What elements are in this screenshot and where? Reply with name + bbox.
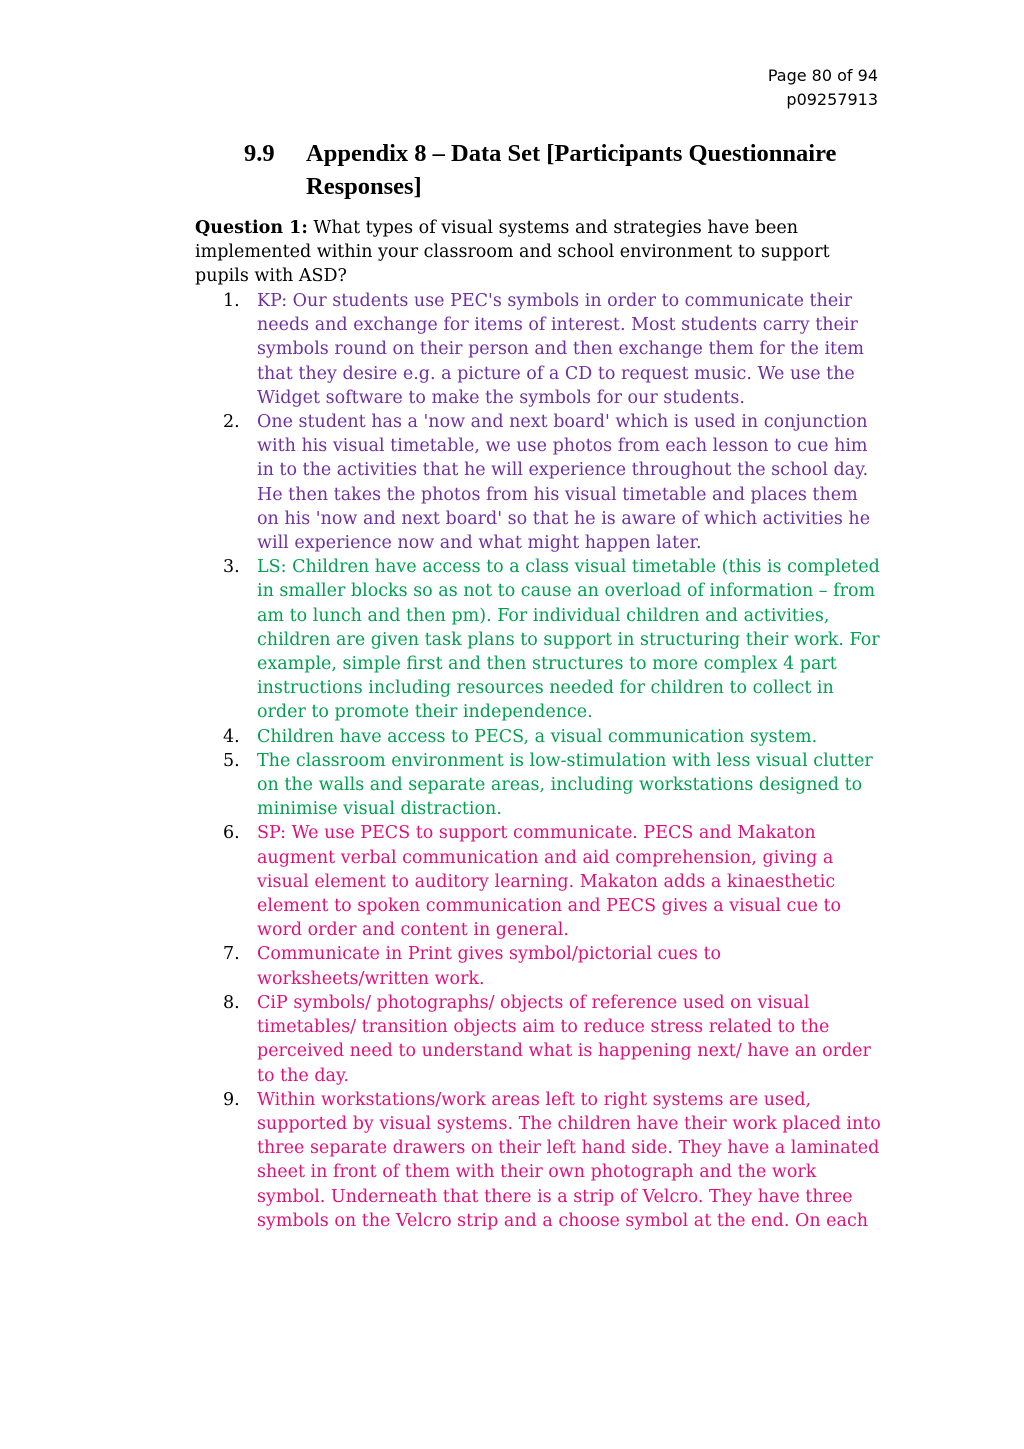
- answer-text: Children have access to PECS, a visual communication system.: [257, 726, 818, 747]
- answer-item: [195, 725, 885, 749]
- answer-text: KP: Our students use PEC's symbols in order to communicate their needs and exchange for items of interest. Most students carry their symbols round on their person and then exchange them for the item that they desire e.g. a picture of a CD to request music. We use the Widget software to make the symbols for our students.: [257, 291, 865, 408]
- section-heading: [244, 137, 884, 203]
- answer-text: Communicate in Print gives symbol/pictorial cues to worksheets/written work.: [257, 944, 722, 989]
- answer-item: [195, 821, 885, 942]
- answer-item: [195, 1088, 885, 1233]
- answer-text: CiP symbols/ photographs/ objects of reference used on visual timetables/ transition objects aim to reduce stress related to the perceived need to understand what is happening next/ have an order to the day.: [257, 992, 871, 1086]
- answer-item: [195, 410, 885, 555]
- answer-item: [195, 991, 885, 1088]
- answer-number: 3.: [223, 557, 240, 578]
- section-title: Appendix 8 – Data Set [Participants Questionnaire Responses]: [306, 140, 837, 200]
- answer-text: The classroom environment is low-stimulation with less visual clutter on the walls and separate areas, including workstations designed to minimise visual distraction.: [257, 750, 873, 820]
- answer-number: 8.: [223, 992, 240, 1013]
- answer-number: 5.: [223, 750, 240, 771]
- answer-number: 6.: [223, 823, 240, 844]
- document-id: p09257913: [786, 90, 878, 109]
- answer-number: 7.: [223, 944, 240, 965]
- answer-item: [195, 289, 885, 410]
- answer-item: [195, 749, 885, 822]
- answer-number: 1.: [223, 291, 240, 311]
- answer-text: One student has a 'now and next board' which is used in conjunction with his visual timetable, we use photos from each lesson to cue him in to the activities that he will experience throughout the school day. He then takes the photos from his visual timetable and places them on his 'now and next board' so that he is aware of which activities he will experience now and what might happen later.: [257, 412, 871, 554]
- question-paragraph: [195, 216, 885, 289]
- answer-number: 9.: [223, 1089, 240, 1110]
- answer-list: [195, 289, 885, 1233]
- page-number-label: Page 80 of 94: [767, 66, 878, 85]
- page-header: [768, 64, 878, 112]
- answer-item: [195, 942, 885, 990]
- answer-number: 4.: [223, 726, 240, 747]
- answer-text: Within workstations/work areas left to right systems are used, supported by visual systems. The children have their work placed into three separate drawers on their left hand side. They have a laminated sheet in front of them with their own photograph and the work symbol. Underneath that there is a strip of Velcro. They have three symbols on the Velcro strip and a choose symbol at the end. On each: [257, 1089, 881, 1231]
- answer-text: LS: Children have access to a class visual timetable (this is completed in smaller blocks so as not to cause an overload of information – from am to lunch and then pm). For individual children and activities, children are given task plans to support in structuring their work. For example, simple first and then structures to more complex 4 part instructions including resources needed for children to collect in order to promote their independence.: [257, 557, 880, 723]
- section-number: 9.9: [244, 140, 275, 167]
- question-label: Question 1:: [195, 218, 308, 238]
- answer-item: [195, 555, 885, 724]
- answer-text: SP: We use PECS to support communicate. PECS and Makaton augment verbal communication and aid comprehension, giving a visual element to auditory learning. Makaton adds a kinaesthetic element to spoken communication and PECS gives a visual cue to word order and content in general.: [257, 823, 842, 941]
- answer-number: 2.: [223, 412, 240, 433]
- question-text: What types of visual systems and strategies have been implemented within your classroom and school environment to support pupils with ASD?: [195, 218, 830, 287]
